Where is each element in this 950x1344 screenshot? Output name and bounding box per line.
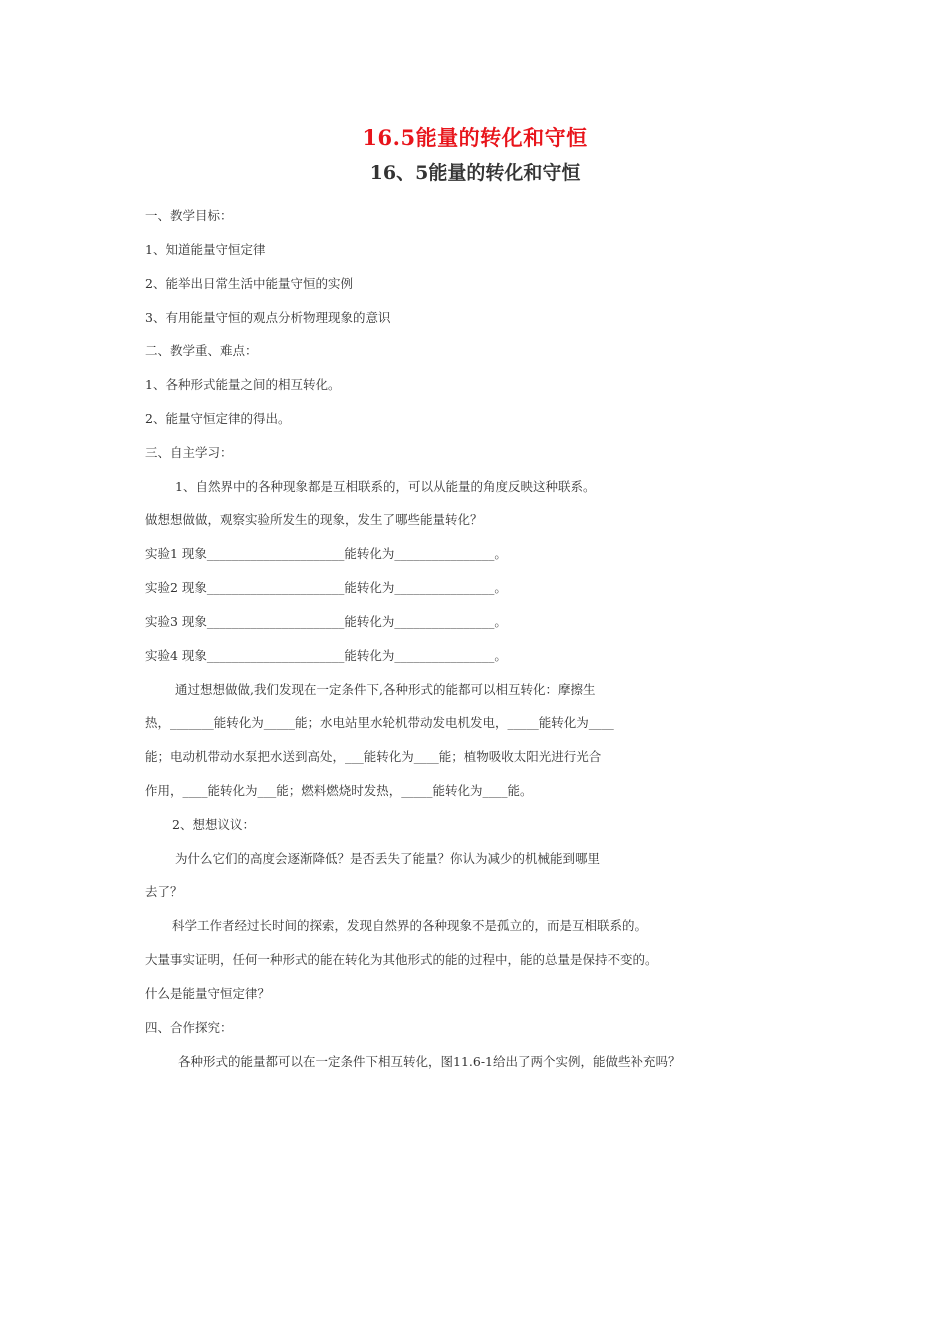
paragraph-line: 各种形式的能量都可以在一定条件下相互转化，图11.6-1给出了两个实例，能做些补充吗？ bbox=[178, 1054, 681, 1069]
paragraph-line: 热，_______能转化为_____能；水电站里水轮机带动发电机发电，_____能转化为____ bbox=[145, 715, 614, 730]
paragraph-line: 1、自然界中的各种现象都是互相联系的，可以从能量的角度反映这种联系。 bbox=[175, 479, 596, 494]
experiment-line: 实验2 现象______________________能转化为________________。 bbox=[145, 580, 507, 595]
objective-item: 3、有用能量守恒的观点分析物理现象的意识 bbox=[145, 310, 391, 325]
paragraph-line: 做想想做做，观察实验所发生的现象，发生了哪些能量转化？ bbox=[145, 512, 483, 527]
paragraph-line: 为什么它们的高度会逐渐降低？是否丢失了能量？你认为减少的机械能到哪里 bbox=[175, 851, 601, 866]
subsection-heading-discussion: 2、想想议议： bbox=[172, 817, 255, 832]
experiment-line: 实验4 现象______________________能转化为________________。 bbox=[145, 648, 507, 663]
paragraph-line: 作用，____能转化为___能；燃料燃烧时发热，_____能转化为____能。 bbox=[145, 783, 533, 798]
experiment-line: 实验3 现象______________________能转化为________________。 bbox=[145, 614, 507, 629]
document-title: 16.5能量的转化和守恒 bbox=[362, 125, 588, 150]
paragraph-line: 什么是能量守恒定律？ bbox=[145, 986, 271, 1001]
objective-item: 1、知道能量守恒定律 bbox=[145, 242, 266, 257]
paragraph-line: 科学工作者经过长时间的探索，发现自然界的各种现象不是孤立的，而是互相联系的。 bbox=[172, 918, 648, 933]
document-subtitle: 16、5能量的转化和守恒 bbox=[369, 162, 581, 184]
paragraph-line: 能；电动机带动水泵把水送到高处，___能转化为____能；植物吸收太阳光进行光合 bbox=[145, 749, 602, 764]
section-heading-cooperation: 四、合作探究： bbox=[145, 1020, 233, 1035]
key-point-item: 1、各种形式能量之间的相互转化。 bbox=[145, 377, 341, 392]
paragraph-line: 去了？ bbox=[145, 884, 183, 899]
paragraph-line: 大量事实证明，任何一种形式的能在转化为其他形式的能的过程中，能的总量是保持不变的。 bbox=[145, 952, 658, 967]
objective-item: 2、能举出日常生活中能量守恒的实例 bbox=[145, 276, 353, 291]
paragraph-line: 通过想想做做,我们发现在一定条件下,各种形式的能都可以相互转化：摩擦生 bbox=[175, 682, 596, 697]
experiment-line: 实验1 现象______________________能转化为________________。 bbox=[145, 546, 507, 561]
section-heading-key-points: 二、教学重、难点： bbox=[145, 343, 258, 358]
section-heading-objectives: 一、教学目标： bbox=[145, 208, 233, 223]
key-point-item: 2、能量守恒定律的得出。 bbox=[145, 411, 291, 426]
section-heading-self-study: 三、自主学习： bbox=[145, 445, 233, 460]
